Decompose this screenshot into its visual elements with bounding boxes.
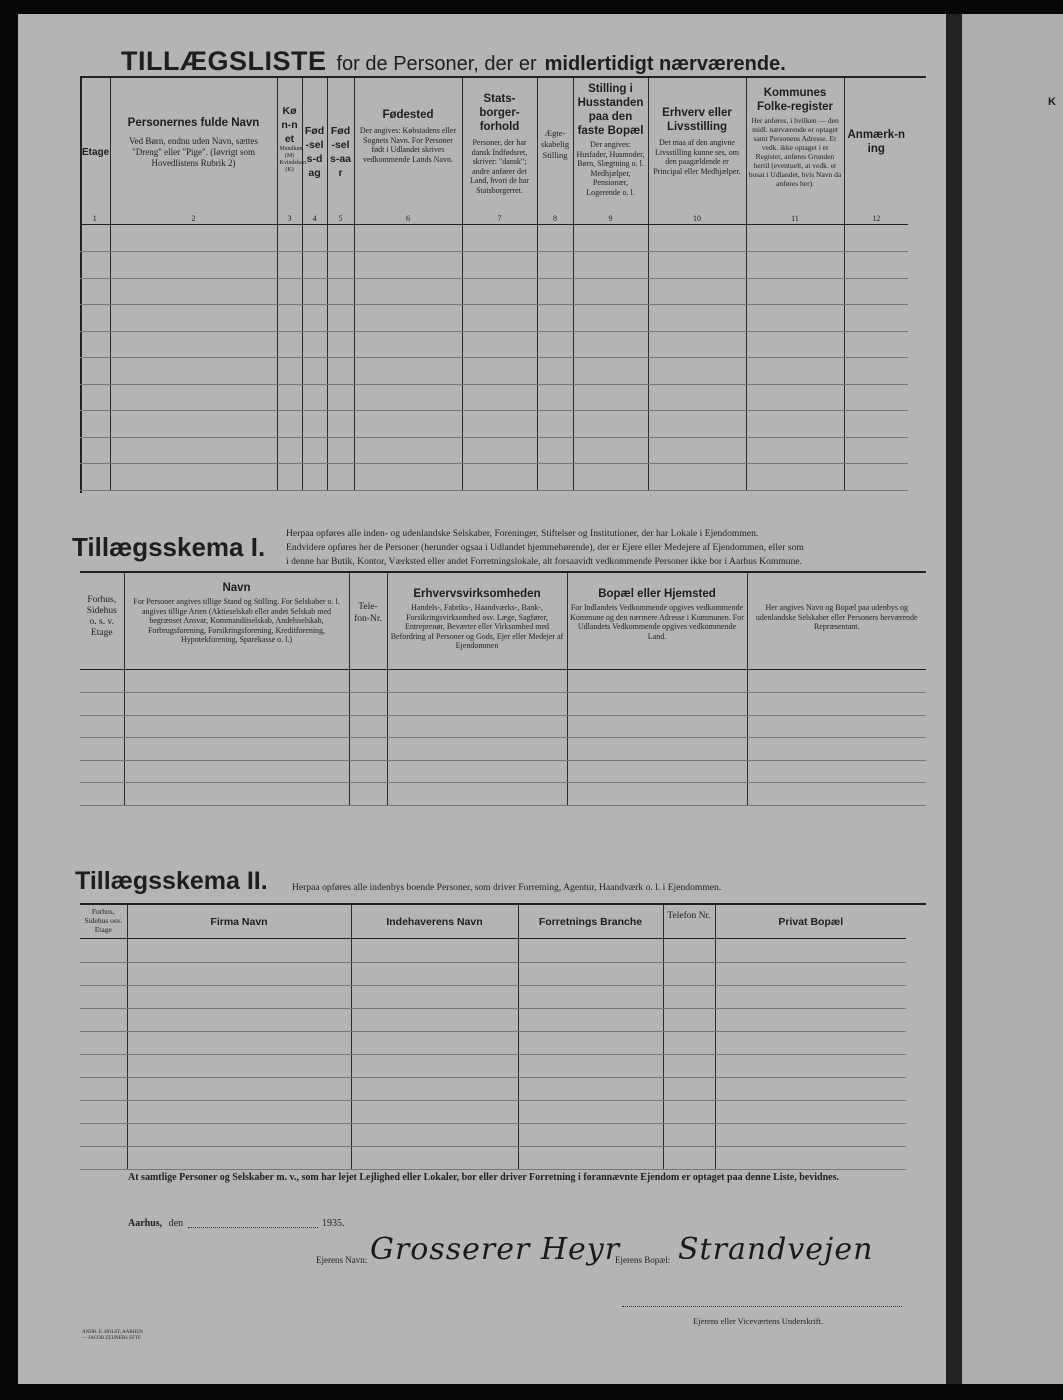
col-foedselsaar: Fød-sels-aar 5 — [327, 78, 354, 224]
table-row — [80, 670, 926, 693]
table-cell — [537, 225, 573, 252]
tillaegsliste-table — [80, 78, 908, 225]
table-cell — [327, 305, 354, 332]
table-cell — [715, 985, 906, 1008]
table-cell — [746, 464, 844, 491]
table-cell — [80, 252, 110, 279]
table-cell — [80, 225, 110, 252]
table-row — [80, 1123, 906, 1146]
table-cell — [351, 962, 518, 985]
table-cell — [715, 1054, 906, 1077]
table-cell — [462, 437, 537, 464]
owner-name-handwriting: Grosserer Heyr — [370, 1232, 621, 1267]
table-row — [80, 1146, 906, 1169]
table-row — [80, 1077, 906, 1100]
table-row — [80, 1100, 906, 1123]
table-row — [80, 1054, 906, 1077]
table-cell — [80, 1077, 127, 1100]
table-cell — [302, 464, 327, 491]
table-cell — [277, 384, 302, 411]
table-cell — [277, 411, 302, 438]
table-cell — [349, 783, 387, 806]
table-cell — [127, 1077, 351, 1100]
table-cell — [110, 358, 277, 385]
table-cell — [351, 985, 518, 1008]
table-cell — [124, 760, 349, 783]
table-cell — [518, 1054, 663, 1077]
table-cell — [567, 715, 747, 738]
table-cell — [573, 278, 648, 305]
table-cell — [573, 384, 648, 411]
table-row — [80, 358, 908, 385]
table-cell — [80, 738, 124, 761]
table-cell — [349, 670, 387, 693]
table-row — [80, 738, 926, 761]
table-cell — [80, 1031, 127, 1054]
table-cell — [80, 1054, 127, 1077]
tillaegsliste-rows — [80, 225, 908, 491]
skema1-intro: Herpaa opføres alle inden- og udenlandske Selskaber, Foreninger, Stiftelser og Institutioner, der har Lokale i Ejendommen. Endvidere opføres her de Personer (herunder ogsaa i Udlandet hjemmehørende), der er Ejere eller Medejere af Ejendommen, eller som i denne har Butik, Kontor, Værksted eller andet Forretningslokale, alt forsaavidt vedkommende Personer ikke bor i Aarhus Kommune. — [286, 528, 804, 567]
table-cell — [110, 411, 277, 438]
table-cell — [648, 411, 746, 438]
table-cell — [80, 693, 124, 716]
table-cell — [327, 464, 354, 491]
table-cell — [327, 278, 354, 305]
table-cell — [302, 225, 327, 252]
table-row — [80, 760, 926, 783]
table-cell — [648, 358, 746, 385]
table-cell — [573, 411, 648, 438]
table-cell — [327, 225, 354, 252]
s1-col-repraesentant: Her angives Navn og Bopæl paa udenbys og udenlandske Selskaber eller Personers herværende Repræsentant. — [747, 573, 926, 669]
table-cell — [80, 670, 124, 693]
table-cell — [387, 783, 567, 806]
table-cell — [80, 305, 110, 332]
skema1-title: Tillægsskema I. — [72, 532, 266, 562]
table-cell — [715, 962, 906, 985]
table-row — [80, 331, 908, 358]
printer-imprint: ANDR. E. HOLST, AARHUS — JACOB ZEUNERS EFTF. — [82, 1330, 143, 1341]
table-cell — [573, 305, 648, 332]
table-cell — [648, 252, 746, 279]
table-cell — [573, 252, 648, 279]
table-cell — [537, 411, 573, 438]
table-cell — [518, 1077, 663, 1100]
table-cell — [80, 1100, 127, 1123]
table-cell — [648, 278, 746, 305]
table-cell — [518, 985, 663, 1008]
table-cell — [844, 437, 908, 464]
table-cell — [110, 384, 277, 411]
table-cell — [573, 358, 648, 385]
table-cell — [127, 1123, 351, 1146]
table-row — [80, 278, 908, 305]
table-cell — [110, 437, 277, 464]
skema2-title: Tillægsskema II. — [75, 867, 268, 895]
table-cell — [518, 939, 663, 962]
table-cell — [387, 738, 567, 761]
table-cell — [747, 760, 926, 783]
next-page-edge — [962, 14, 1063, 1384]
table-cell — [80, 939, 127, 962]
table-row — [80, 384, 908, 411]
table-cell — [302, 305, 327, 332]
table-cell — [110, 225, 277, 252]
table-cell — [327, 437, 354, 464]
table-cell — [127, 1100, 351, 1123]
s2-col-indehaver: Indehaverens Navn — [351, 905, 518, 938]
table-cell — [80, 464, 110, 491]
table-row — [80, 464, 908, 491]
table-cell — [110, 331, 277, 358]
table-cell — [537, 464, 573, 491]
skema1-table — [80, 573, 926, 670]
table-cell — [124, 715, 349, 738]
skema2-rows — [80, 939, 906, 1170]
table-cell — [127, 1054, 351, 1077]
col-aegteskabelig-stilling: Ægte-skabelig Stilling 8 — [537, 78, 573, 224]
table-cell — [844, 358, 908, 385]
table-cell — [80, 1123, 127, 1146]
table-cell — [351, 1054, 518, 1077]
table-cell — [518, 1146, 663, 1169]
skema2-intro: Herpaa opføres alle indenbys boende Personer, som driver Forretning, Agentur, Haandværk o. l. i Ejendommen. — [292, 882, 722, 893]
table-cell — [351, 1123, 518, 1146]
col-anmaerkning: Anmærk-ning 12 — [844, 78, 908, 224]
table-cell — [124, 738, 349, 761]
col-etage: Etage 1 — [80, 78, 110, 224]
col-folkeregister: Kommunes Folke-register Her anføres, i hvilken — den midl. nærværende er optaget samt Personens Adresse. Er vedk. ikke optaget i et Register, anføres Grunden hertil (eventuelt, at vedk. er bosat i Udlandet, hvis Navn da anføres her). 11 — [746, 78, 844, 224]
table-cell — [80, 783, 124, 806]
col-erhverv: Erhverv eller Livsstilling Det maa af den angivne Livsstilling kunne ses, om den paagældende er Principal eller Medhjælper. 10 — [648, 78, 746, 224]
table-row — [80, 1008, 906, 1031]
col-foedested: Fødested Der angives: Købstadens eller Sognets Navn. For Personer født i Udlandet skrives vedkommende Lands Navn. 6 — [354, 78, 462, 224]
table-cell — [747, 670, 926, 693]
table-cell — [80, 1146, 127, 1169]
table-cell — [354, 225, 462, 252]
table-row — [80, 962, 906, 985]
table-cell — [462, 278, 537, 305]
table-cell — [302, 252, 327, 279]
table-cell — [387, 693, 567, 716]
next-page-fragment: K — [1048, 96, 1056, 108]
table-cell — [746, 278, 844, 305]
table-cell — [518, 962, 663, 985]
table-cell — [537, 331, 573, 358]
table-cell — [277, 331, 302, 358]
table-cell — [844, 464, 908, 491]
table-cell — [648, 331, 746, 358]
owner-name-label: Ejerens Navn: — [316, 1255, 368, 1265]
table-cell — [567, 783, 747, 806]
table-cell — [663, 1054, 715, 1077]
col-koennet: Køn-net Mandkøn (M) Kvindekøn (K) 3 — [277, 78, 302, 224]
s1-col-erhverv: Erhvervsvirksomheden Handels-, Fabriks-, Haandværks-, Bank-, Forsikringsvirksomhed osv. Læge, Sagfører, Entreprenør, Beværter eller Virksomhed med Befordring af Personer og Gods, Ejer eller Medejer af Ejendommen — [387, 573, 567, 669]
table-cell — [567, 670, 747, 693]
table-row — [80, 693, 926, 716]
table-cell — [302, 331, 327, 358]
table-cell — [127, 1146, 351, 1169]
table-cell — [844, 225, 908, 252]
table-cell — [663, 962, 715, 985]
table-cell — [573, 464, 648, 491]
owner-address-handwriting: Strandvejen — [678, 1232, 874, 1267]
table-cell — [663, 939, 715, 962]
date-year: 1935. — [322, 1218, 345, 1229]
table-cell — [277, 278, 302, 305]
list-header-row — [80, 78, 908, 224]
table-cell — [80, 962, 127, 985]
table-cell — [351, 1077, 518, 1100]
table-cell — [663, 985, 715, 1008]
table-row — [80, 225, 908, 252]
table-cell — [349, 760, 387, 783]
table-cell — [277, 437, 302, 464]
table-cell — [746, 358, 844, 385]
s2-col-telefon: Telefon Nr. — [663, 905, 715, 938]
table-cell — [567, 760, 747, 783]
table-cell — [746, 411, 844, 438]
table-cell — [747, 693, 926, 716]
table-cell — [80, 1008, 127, 1031]
table-cell — [327, 358, 354, 385]
date-dotted-line — [188, 1227, 318, 1228]
table-cell — [127, 962, 351, 985]
table-cell — [715, 1100, 906, 1123]
table-cell — [277, 464, 302, 491]
skema2-header-row — [80, 905, 906, 938]
s2-col-bopael: Privat Bopæl — [715, 905, 906, 938]
table-cell — [746, 384, 844, 411]
book-spine — [946, 14, 962, 1384]
s2-col-etage: Forhus, Sidehus osv. Etage — [80, 905, 127, 938]
table-cell — [663, 1146, 715, 1169]
table-cell — [462, 411, 537, 438]
table-row — [80, 985, 906, 1008]
table-cell — [349, 738, 387, 761]
table-cell — [746, 437, 844, 464]
table-cell — [844, 252, 908, 279]
skema2-table — [80, 905, 906, 939]
table-cell — [573, 437, 648, 464]
table-cell — [663, 1077, 715, 1100]
table-cell — [80, 384, 110, 411]
s2-col-branche: Forretnings Branche — [518, 905, 663, 938]
table-cell — [518, 1100, 663, 1123]
s1-col-etage: Forhus, Sidehus o. s. v. Etage — [80, 573, 124, 669]
table-cell — [80, 358, 110, 385]
table-cell — [327, 331, 354, 358]
table-cell — [277, 358, 302, 385]
table-cell — [746, 225, 844, 252]
table-row — [80, 715, 926, 738]
table-cell — [327, 411, 354, 438]
table-cell — [302, 437, 327, 464]
table-cell — [746, 305, 844, 332]
table-cell — [747, 715, 926, 738]
s1-col-navn: Navn For Personer angives tillige Stand og Stilling. For Selskaber o. l. angives tillige Arten (Aktieselskab eller andet Selskab med begrænset Ansvar, Kommanditselskab, Andelsselskab, Forbrugsforening, Forsikringsforening, Kreditforening, Hypotekforening, Sparekasse o. l.) — [124, 573, 349, 669]
table-cell — [746, 331, 844, 358]
table-cell — [518, 1008, 663, 1031]
table-cell — [537, 384, 573, 411]
table-cell — [746, 252, 844, 279]
table-cell — [648, 437, 746, 464]
table-cell — [351, 939, 518, 962]
form-title: TILLÆGSLISTE for de Personer, der er midlertidigt nærværende. — [121, 46, 786, 76]
date-line: Aarhus, den — [128, 1218, 184, 1229]
table-cell — [715, 1123, 906, 1146]
table-cell — [537, 278, 573, 305]
table-cell — [127, 939, 351, 962]
skema1-rows — [80, 670, 926, 806]
table-cell — [844, 278, 908, 305]
signature-label: Ejerens eller Viceværtens Underskrift. — [693, 1316, 824, 1326]
table-cell — [124, 693, 349, 716]
table-cell — [715, 1008, 906, 1031]
table-cell — [844, 411, 908, 438]
table-cell — [351, 1008, 518, 1031]
table-cell — [349, 715, 387, 738]
table-cell — [663, 1031, 715, 1054]
s2-col-firma: Firma Navn — [127, 905, 351, 938]
table-cell — [354, 358, 462, 385]
table-cell — [715, 1031, 906, 1054]
table-cell — [462, 305, 537, 332]
table-cell — [354, 464, 462, 491]
table-cell — [663, 1100, 715, 1123]
table-cell — [354, 437, 462, 464]
table-cell — [387, 670, 567, 693]
table-cell — [567, 738, 747, 761]
table-cell — [518, 1031, 663, 1054]
table-cell — [537, 358, 573, 385]
signature-dotted-line — [622, 1306, 902, 1307]
table-cell — [349, 693, 387, 716]
form-page — [18, 14, 946, 1384]
table-cell — [354, 252, 462, 279]
col-statsborgerforhold: Stats-borger-forhold Personer, der har dansk Indfødsret, skriver: "dansk"; andre anfører det Land, hvori de har Statsborgerret. 7 — [462, 78, 537, 224]
table-cell — [462, 225, 537, 252]
table-cell — [747, 783, 926, 806]
table-cell — [110, 278, 277, 305]
skema1-header-row — [80, 573, 926, 669]
table-cell — [351, 1146, 518, 1169]
table-cell — [327, 384, 354, 411]
col-stilling-husstanden: Stilling i Husstanden paa den faste Bopæl Der angives: Husfader, Husmoder, Børn, Slægtning o. l. Medhjælper, Pensionær, Logerende o. l. 9 — [573, 78, 648, 224]
table-cell — [715, 939, 906, 962]
table-cell — [537, 305, 573, 332]
table-cell — [354, 305, 462, 332]
table-cell — [302, 411, 327, 438]
table-cell — [302, 358, 327, 385]
table-row — [80, 411, 908, 438]
table-cell — [648, 305, 746, 332]
table-cell — [537, 437, 573, 464]
table-cell — [715, 1146, 906, 1169]
table-cell — [462, 252, 537, 279]
table-cell — [573, 225, 648, 252]
table-row — [80, 1031, 906, 1054]
table-cell — [327, 252, 354, 279]
table-row — [80, 437, 908, 464]
table-cell — [124, 670, 349, 693]
table-cell — [80, 985, 127, 1008]
table-cell — [648, 464, 746, 491]
table-cell — [462, 331, 537, 358]
table-cell — [354, 384, 462, 411]
table-cell — [110, 464, 277, 491]
table-cell — [80, 715, 124, 738]
table-cell — [387, 760, 567, 783]
table-cell — [844, 384, 908, 411]
table-cell — [277, 225, 302, 252]
table-cell — [127, 985, 351, 1008]
table-cell — [462, 358, 537, 385]
table-cell — [747, 738, 926, 761]
table-cell — [387, 715, 567, 738]
table-cell — [573, 331, 648, 358]
table-cell — [351, 1031, 518, 1054]
table-cell — [844, 305, 908, 332]
table-cell — [127, 1008, 351, 1031]
table-cell — [648, 225, 746, 252]
table-row — [80, 305, 908, 332]
table-cell — [277, 305, 302, 332]
table-cell — [124, 783, 349, 806]
table-row — [80, 783, 926, 806]
table-cell — [302, 384, 327, 411]
table-cell — [648, 384, 746, 411]
table-cell — [663, 1123, 715, 1146]
table-cell — [80, 331, 110, 358]
table-cell — [518, 1123, 663, 1146]
table-cell — [110, 305, 277, 332]
table-cell — [80, 411, 110, 438]
table-cell — [567, 693, 747, 716]
table-cell — [351, 1100, 518, 1123]
table-cell — [462, 464, 537, 491]
table-cell — [715, 1077, 906, 1100]
table-cell — [277, 252, 302, 279]
col-foedselsdag: Fød-sels-dag 4 — [302, 78, 327, 224]
attestation-text: At samtlige Personer og Selskaber m. v., som har lejet Lejlighed eller Lokaler, bor eller driver Forretning i forannævnte Ejendom er optaget paa denne Liste, bevidnes. — [128, 1172, 839, 1183]
table-cell — [80, 760, 124, 783]
table-row — [80, 252, 908, 279]
table-cell — [302, 278, 327, 305]
table-row — [80, 939, 906, 962]
table-cell — [110, 252, 277, 279]
table-cell — [537, 252, 573, 279]
s1-col-telefon: Tele-fon-Nr. — [349, 573, 387, 669]
col-navn: Personernes fulde Navn Ved Børn, endnu uden Navn, sættes "Dreng" eller "Pige". (Iøvrigt som Hovedlistens Rubrik 2) 2 — [110, 78, 277, 224]
table-cell — [354, 411, 462, 438]
table-cell — [844, 331, 908, 358]
table-cell — [80, 437, 110, 464]
s1-col-bopael: Bopæl eller Hjemsted For Indlandets Vedkommende opgives vedkommende Kommune og den nærmere Adresse i Kommunen. For Udlandets Vedkommende opgives vedkommende Land. — [567, 573, 747, 669]
owner-address-label: Ejerens Bopæl: — [615, 1255, 671, 1265]
table-cell — [354, 331, 462, 358]
table-cell — [663, 1008, 715, 1031]
table-cell — [127, 1031, 351, 1054]
table-cell — [80, 278, 110, 305]
table-cell — [354, 278, 462, 305]
table-cell — [462, 384, 537, 411]
